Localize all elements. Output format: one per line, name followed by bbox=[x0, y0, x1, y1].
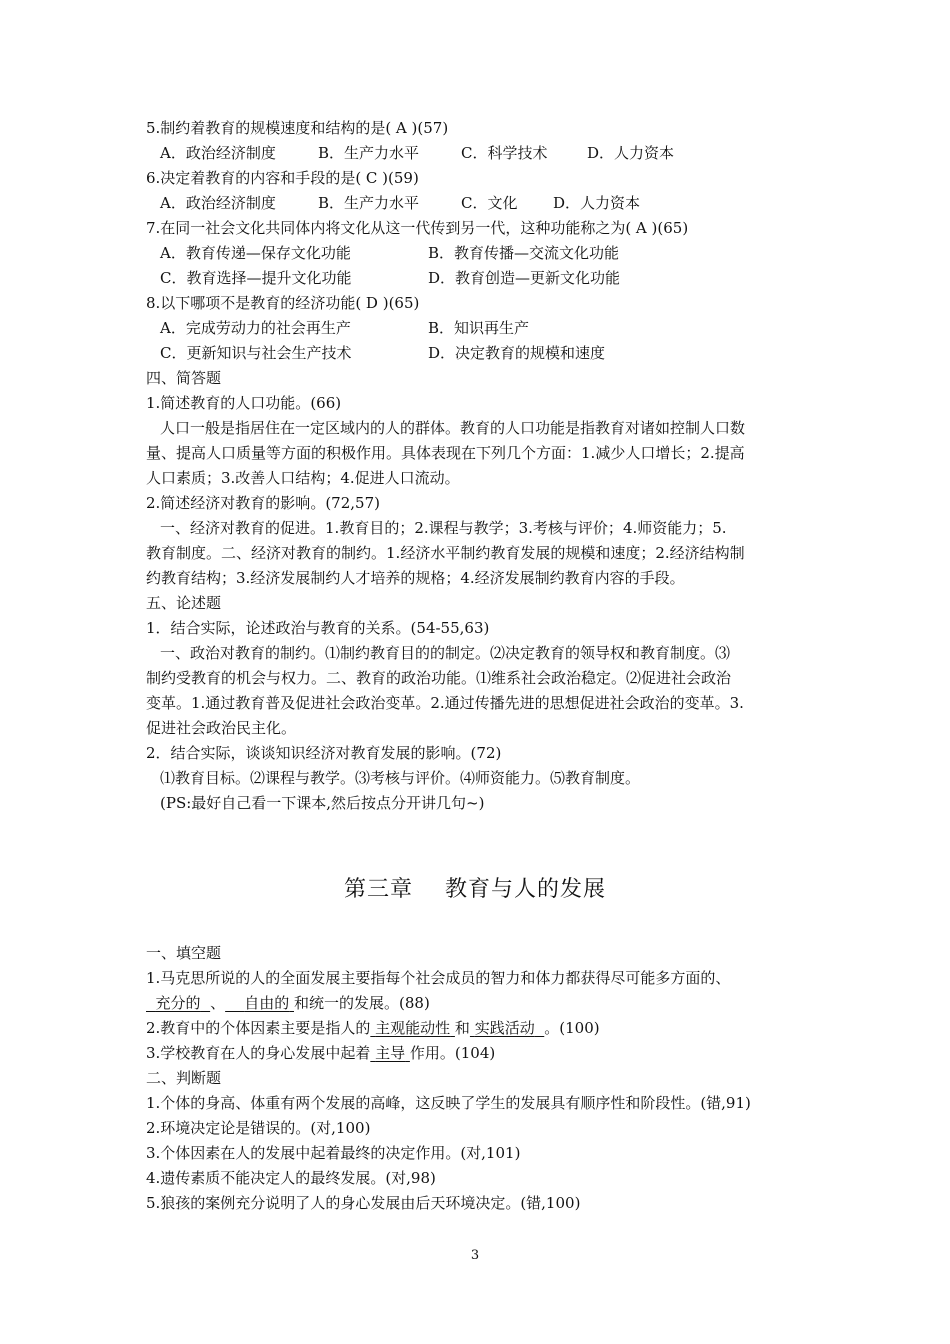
mc-q6-option-a: A．政治经济制度 bbox=[160, 194, 276, 212]
short-answer-heading: 四、简答题 bbox=[146, 369, 222, 387]
essay-heading: 五、论述题 bbox=[146, 594, 222, 612]
short-answer-q1: 1.简述教育的人口功能。(66) bbox=[146, 394, 342, 412]
mc-q7-option-b: B．教育传播—交流文化功能 bbox=[428, 244, 620, 262]
mc-q5-stem: 5.制约着教育的规模速度和结构的是( A )(57) bbox=[146, 119, 449, 137]
essay-note: (PS:最好自己看一下课本,然后按点分开讲几句~) bbox=[160, 794, 485, 812]
judge-item: 2.环境决定论是错误的。(对,100) bbox=[146, 1119, 371, 1137]
short-answer-a2-line: 约教育结构；3.经济发展制约人才培养的规格；4.经济发展制约教育内容的手段。 bbox=[146, 569, 685, 587]
mc-q7-stem: 7.在同一社会文化共同体内将文化从这一代传到另一代，这种功能称之为( A )(65) bbox=[146, 219, 689, 237]
essay-a1-line: 一、政治对教育的制约。⑴制约教育目的的制定。⑵决定教育的领导权和教育制度。⑶ bbox=[160, 644, 731, 662]
mc-q6-option-c: C．文化 bbox=[461, 194, 518, 212]
chapter-number: 第三章 bbox=[343, 877, 413, 902]
fill-blank: 自由的 bbox=[244, 994, 290, 1012]
short-answer-a1-line: 量、提高人口质量等方面的积极作用。具体表现在下列几个方面：1.减少人口增长；2.提高 bbox=[146, 444, 745, 462]
fill-q2: 2.教育中的个体因素主要是指人的 主观能动性 和 实践活动 。(100) bbox=[146, 1019, 600, 1037]
mc-q7-option-a: A．教育传递—保存文化功能 bbox=[160, 244, 351, 262]
essay-a1-line: 制约受教育的机会与权力。二、教育的政治功能。⑴维系社会政治稳定。⑵促进社会政治 bbox=[146, 669, 732, 687]
judge-item: 1.个体的身高、体重有两个发展的高峰，这反映了学生的发展具有顺序性和阶段性。(错,91) bbox=[146, 1094, 751, 1112]
short-answer-a2-line: 一、经济对教育的促进。1.教育目的；2.课程与教学；3.考核与评价；4.师资能力；5. bbox=[160, 519, 727, 537]
fill-blank: 主观能动性 bbox=[375, 1019, 451, 1037]
mc-q6-stem: 6.决定着教育的内容和手段的是( C )(59) bbox=[146, 169, 419, 187]
mc-q7-option-c: C．教育选择—提升文化功能 bbox=[160, 269, 352, 287]
fill-blank: 充分的 bbox=[155, 994, 201, 1012]
fill-blank: 实践活动 bbox=[474, 1019, 535, 1037]
judge-heading: 二、判断题 bbox=[146, 1069, 222, 1087]
fill-q1-line2: 充分的 、 自由的 和统一的发展。(88) bbox=[146, 993, 430, 1013]
mc-q8-option-a: A．完成劳动力的社会再生产 bbox=[160, 319, 351, 337]
chapter-title bbox=[0, 872, 950, 903]
essay-a1-line: 促进社会政治民主化。 bbox=[146, 719, 297, 737]
essay-q1: 1．结合实际，论述政治与教育的关系。(54-55,63) bbox=[146, 619, 490, 637]
fill-q3: 3.学校教育在人的身心发展中起着 主导 作用。(104) bbox=[146, 1044, 496, 1062]
short-answer-a1-line: 人口一般是指居住在一定区域内的人的群体。教育的人口功能是指教育对诸如控制人口数 bbox=[160, 419, 746, 437]
short-answer-q2: 2.简述经济对教育的影响。(72,57) bbox=[146, 494, 380, 512]
mc-q8-option-b: B．知识再生产 bbox=[428, 319, 530, 337]
essay-a1-line: 变革。1.通过教育普及促进社会政治变革。2.通过传播先进的思想促进社会政治的变革。3. bbox=[146, 694, 744, 712]
mc-q5-option-a: A．政治经济制度 bbox=[160, 144, 276, 162]
mc-q5-option-d: D．人力资本 bbox=[587, 144, 675, 162]
mc-q7-option-d: D．教育创造—更新文化功能 bbox=[428, 269, 621, 287]
judge-item: 4.遗传素质不能决定人的最终发展。(对,98) bbox=[146, 1169, 436, 1187]
mc-q5-option-b: B．生产力水平 bbox=[318, 144, 420, 162]
essay-a2: ⑴教育目标。⑵课程与教学。⑶考核与评价。⑷师资能力。⑸教育制度。 bbox=[160, 769, 641, 787]
page-number: 3 bbox=[470, 1248, 480, 1263]
mc-q8-option-c: C．更新知识与社会生产技术 bbox=[160, 344, 352, 362]
short-answer-a1-line: 人口素质；3.改善人口结构；4.促进人口流动。 bbox=[146, 469, 460, 487]
essay-q2: 2．结合实际，谈谈知识经济对教育发展的影响。(72) bbox=[146, 744, 502, 762]
mc-q8-option-d: D．决定教育的规模和速度 bbox=[428, 344, 606, 362]
mc-q6-option-d: D．人力资本 bbox=[553, 194, 641, 212]
mc-q8-stem: 8.以下哪项不是教育的经济功能( D )(65) bbox=[146, 294, 420, 312]
mc-q5-option-c: C．科学技术 bbox=[461, 144, 548, 162]
short-answer-a2-line: 教育制度。二、经济对教育的制约。1.经济水平制约教育发展的规模和速度；2.经济结构制 bbox=[146, 544, 745, 562]
fill-heading: 一、填空题 bbox=[146, 944, 222, 962]
judge-item: 3.个体因素在人的发展中起着最终的决定作用。(对,101) bbox=[146, 1144, 521, 1162]
mc-q6-option-b: B．生产力水平 bbox=[318, 194, 420, 212]
judge-item: 5.狼孩的案例充分说明了人的身心发展由后天环境决定。(错,100) bbox=[146, 1194, 581, 1212]
chapter-name: 教育与人的发展 bbox=[445, 877, 607, 902]
fill-q1-line1: 1.马克思所说的人的全面发展主要指每个社会成员的智力和体力都获得尽可能多方面的、 bbox=[146, 969, 731, 987]
fill-blank: 主导 bbox=[375, 1044, 406, 1062]
